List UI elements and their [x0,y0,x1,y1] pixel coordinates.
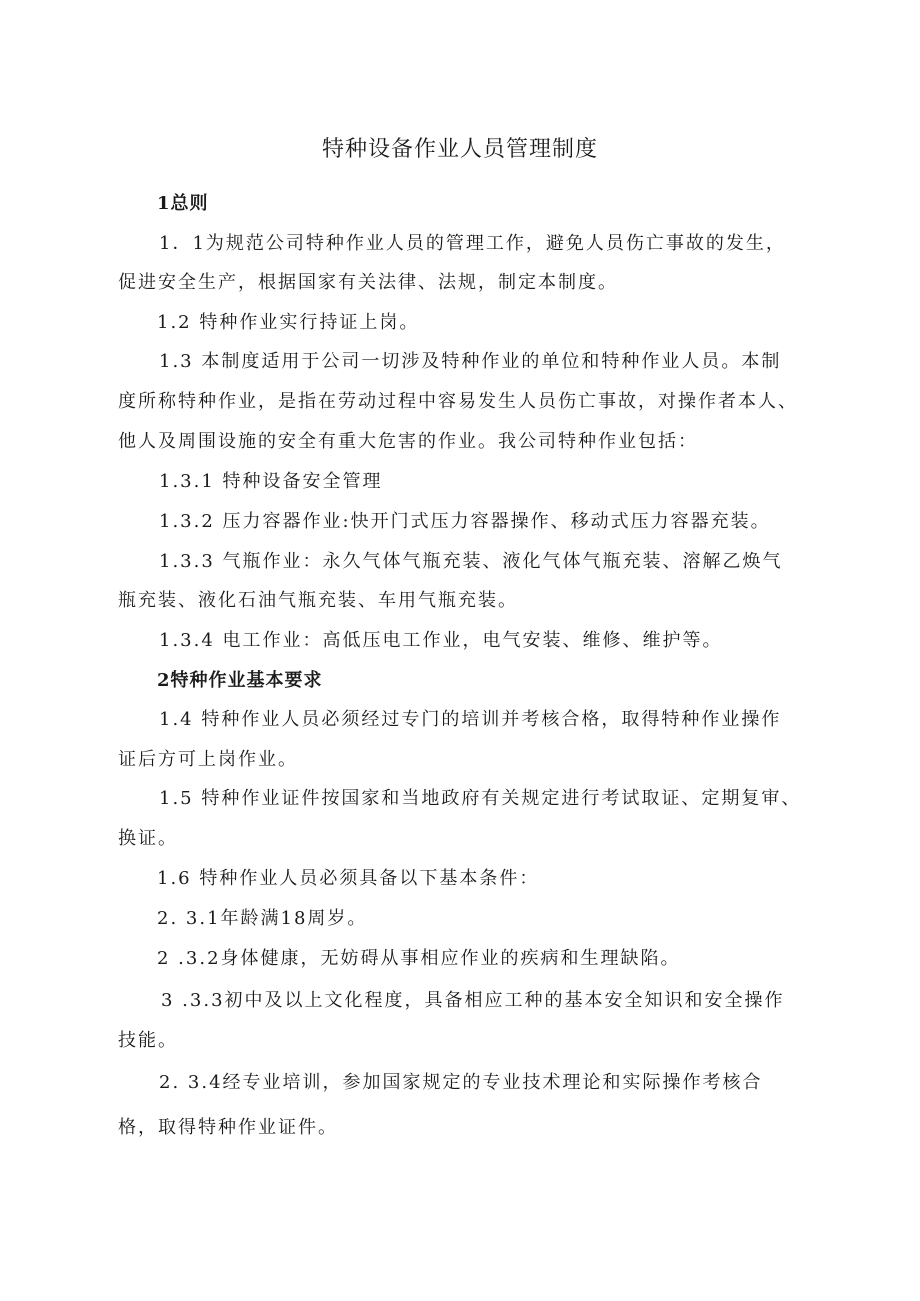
paragraph-line: 1．1为规范公司特种作业人员的管理工作，避免人员伤亡事故的发生， [159,233,786,254]
paragraph-line: 1.5 特种作业证件按国家和当地政府有关规定进行考试取证、定期复审、 [159,788,802,809]
paragraph-line: 瓶充装、液化石油气瓶充装、车用气瓶充装。 [118,590,518,611]
paragraph-line: 促进安全生产，根据国家有关法律、法规，制定本制度。 [118,272,618,293]
paragraph-line: 1.3.2 压力容器作业:快开门式压力容器操作、移动式压力容器充装。 [159,511,771,532]
paragraph-line: 换证。 [118,828,178,849]
paragraph-line: 度所称特种作业，是指在劳动过程中容易发生人员伤亡事故，对操作者本人、 [118,391,798,412]
paragraph-line: 技能。 [118,1030,178,1051]
paragraph-line: 2. 3.1年龄满18周岁。 [157,908,368,929]
paragraph-line: 1.4 特种作业人员必须经过专门的培训并考核合格，取得特种作业操作 [159,709,782,730]
section-heading-general: 1总则 [157,193,209,214]
paragraph-line: 1.2 特种作业实行持证上岗。 [157,312,420,333]
paragraph-line: 格，取得特种作业证件。 [118,1117,338,1138]
paragraph-line: 1.6 特种作业人员必须具备以下基本条件： [157,868,540,889]
section-heading-requirements: 2特种作业基本要求 [157,670,323,691]
paragraph-line: 1.3.1 特种设备安全管理 [159,471,383,492]
paragraph-line: 3 .3.3初中及以上文化程度，具备相应工种的基本安全知识和安全操作 [161,990,785,1011]
document-title: 特种设备作业人员管理制度 [321,137,598,162]
paragraph-line: 2 .3.2身体健康，无妨碍从事相应作业的疾病和生理缺陷。 [157,948,681,969]
paragraph-line: 他人及周围设施的安全有重大危害的作业。我公司特种作业包括： [118,431,698,452]
paragraph-line: 1.3 本制度适用于公司一切涉及特种作业的单位和特种作业人员。本制 [159,351,782,372]
paragraph-line: 2. 3.4经专业培训，参加国家规定的专业技术理论和实际操作考核合 [159,1072,763,1093]
paragraph-line: 1.3.4 电工作业：高低压电工作业，电气安装、维修、维护等。 [159,630,723,651]
paragraph-line: 1.3.3 气瓶作业：永久气体气瓶充装、液化气体气瓶充装、溶解乙焕气 [159,551,783,572]
paragraph-line: 证后方可上岗作业。 [118,749,298,770]
